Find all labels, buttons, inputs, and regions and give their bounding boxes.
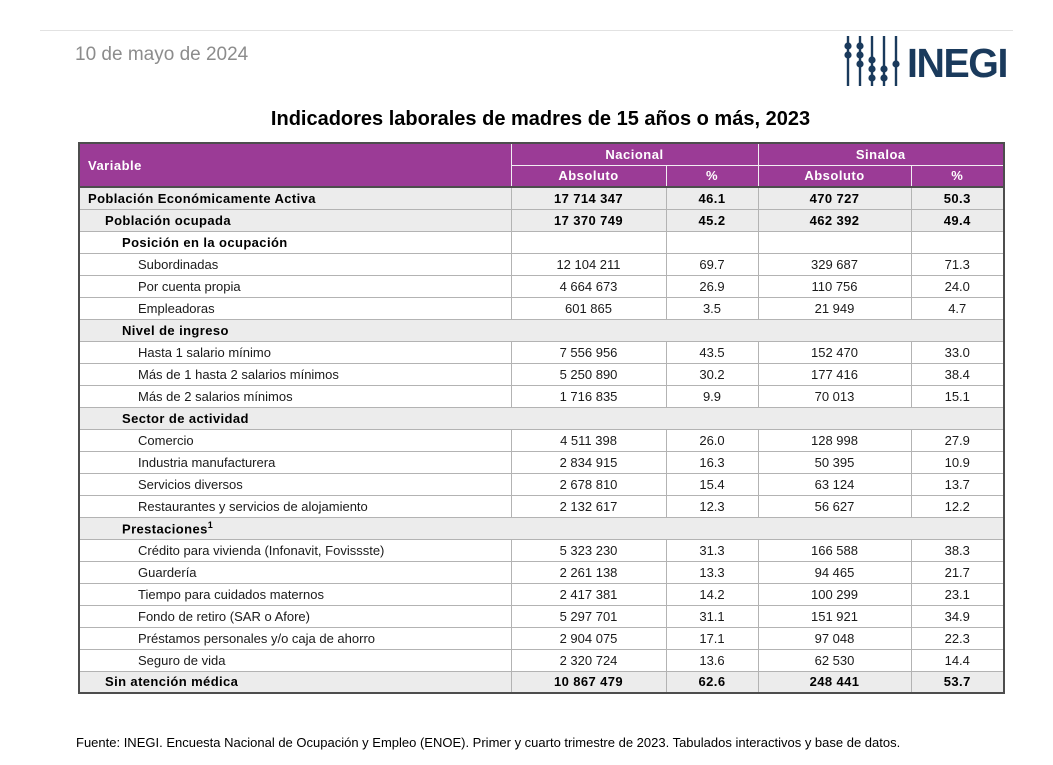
table-row: [79, 385, 1004, 407]
cell-sinaloa-pct: 34.9: [911, 605, 1004, 627]
cell-nacional-absoluto: 1 716 835: [511, 385, 666, 407]
footnote-marker: 1: [207, 519, 214, 530]
cell-sinaloa-absoluto: 100 299: [758, 583, 911, 605]
cell-nacional-pct: 14.2: [666, 583, 758, 605]
cell-nacional-absoluto: 12 104 211: [511, 253, 666, 275]
table-row: [79, 275, 1004, 297]
source-note: Fuente: INEGI. Encuesta Nacional de Ocupación y Empleo (ENOE). Primer y cuarto trimestre de 2023. Tabulados interactivos y base de datos.: [76, 735, 901, 750]
top-divider: [40, 30, 1013, 31]
row-label: Empleadoras: [79, 297, 511, 319]
row-label: Industria manufacturera: [79, 451, 511, 473]
col-header-sinaloa-pct: %: [911, 165, 1004, 187]
col-header-variable: Variable: [79, 143, 511, 187]
cell-sinaloa-pct: 23.1: [911, 583, 1004, 605]
col-header-nacional-absoluto: Absoluto: [511, 165, 666, 187]
table-row: [79, 363, 1004, 385]
cell-sinaloa-absoluto: 50 395: [758, 451, 911, 473]
section-label: Prestaciones$^1$: [79, 517, 1004, 539]
row-label: Más de 2 salarios mínimos: [79, 385, 511, 407]
cell-sinaloa-pct: 14.4: [911, 649, 1004, 671]
cell-nacional-absoluto: 601 865: [511, 297, 666, 319]
cell-sinaloa-absoluto: 329 687: [758, 253, 911, 275]
cell-sinaloa-absoluto: 128 998: [758, 429, 911, 451]
abacus-icon: [842, 36, 900, 91]
row-label: Préstamos personales y/o caja de ahorro: [79, 627, 511, 649]
cell-sinaloa-pct: 15.1: [911, 385, 1004, 407]
row-label: Población ocupada: [79, 209, 511, 231]
table-row: [79, 429, 1004, 451]
cell-sinaloa-pct: 53.7: [911, 671, 1004, 693]
cell-nacional-absoluto: 2 417 381: [511, 583, 666, 605]
row-label: Por cuenta propia: [79, 275, 511, 297]
section-row: [79, 319, 1004, 341]
table-row: [79, 297, 1004, 319]
cell-sinaloa-pct: 49.4: [911, 209, 1004, 231]
document-date: 10 de mayo de 2024: [75, 44, 249, 65]
col-header-nacional-pct: %: [666, 165, 758, 187]
cell-sinaloa-absoluto: 166 588: [758, 539, 911, 561]
cell-nacional-absoluto: 2 834 915: [511, 451, 666, 473]
section-label: Posición en la ocupación: [79, 231, 511, 253]
section-row: [79, 231, 1004, 253]
table-row: [79, 649, 1004, 671]
cell-sinaloa-pct: 24.0: [911, 275, 1004, 297]
cell-sinaloa-pct: 38.4: [911, 363, 1004, 385]
row-label: Hasta 1 salario mínimo: [79, 341, 511, 363]
cell-sinaloa-absoluto: 151 921: [758, 605, 911, 627]
table-row: [79, 627, 1004, 649]
cell-nacional-absoluto: 5 250 890: [511, 363, 666, 385]
cell-nacional-pct: 3.5: [666, 297, 758, 319]
page-title: Indicadores laborales de madres de 15 años o más, 2023: [270, 108, 811, 130]
cell-nacional-pct: 15.4: [666, 473, 758, 495]
cell-nacional-pct: 12.3: [666, 495, 758, 517]
row-label: Crédito para vivienda (Infonavit, Fovissste): [79, 539, 511, 561]
col-group-sinaloa: Sinaloa: [758, 143, 1004, 165]
cell-nacional-absoluto: 4 511 398: [511, 429, 666, 451]
cell-sinaloa-pct: 4.7: [911, 297, 1004, 319]
cell-sinaloa-pct: 10.9: [911, 451, 1004, 473]
cell-sinaloa-absoluto: 63 124: [758, 473, 911, 495]
section-label: Nivel de ingreso: [79, 319, 1004, 341]
table-row: [79, 473, 1004, 495]
table-row: [79, 495, 1004, 517]
row-label: Fondo de retiro (SAR o Afore): [79, 605, 511, 627]
cell-nacional-pct: 16.3: [666, 451, 758, 473]
cell-sinaloa-absoluto: 470 727: [758, 187, 911, 209]
inegi-logo-text: INEGI: [906, 40, 1007, 86]
table-row: [79, 539, 1004, 561]
cell-sinaloa-pct: [911, 231, 1004, 253]
table-row: [79, 671, 1004, 693]
cell-sinaloa-pct: 27.9: [911, 429, 1004, 451]
cell-nacional-absoluto: 17 714 347: [511, 187, 666, 209]
cell-nacional-absoluto: 17 370 749: [511, 209, 666, 231]
cell-sinaloa-absoluto: 94 465: [758, 561, 911, 583]
row-label: Población Económicamente Activa: [79, 187, 511, 209]
cell-sinaloa-absoluto: 56 627: [758, 495, 911, 517]
table-row: [79, 561, 1004, 583]
table-header: [79, 143, 1004, 187]
row-label: Servicios diversos: [79, 473, 511, 495]
row-label: Comercio: [79, 429, 511, 451]
cell-sinaloa-pct: 12.2: [911, 495, 1004, 517]
cell-sinaloa-absoluto: 152 470: [758, 341, 911, 363]
table-row: [79, 583, 1004, 605]
cell-nacional-pct: 43.5: [666, 341, 758, 363]
cell-nacional-pct: [666, 231, 758, 253]
row-label: Sin atención médica: [79, 671, 511, 693]
cell-nacional-absoluto: [511, 231, 666, 253]
cell-nacional-pct: 13.3: [666, 561, 758, 583]
cell-nacional-pct: 26.9: [666, 275, 758, 297]
cell-nacional-absoluto: 4 664 673: [511, 275, 666, 297]
cell-sinaloa-absoluto: 248 441: [758, 671, 911, 693]
cell-nacional-pct: 26.0: [666, 429, 758, 451]
table-row: [79, 187, 1004, 209]
cell-sinaloa-pct: 13.7: [911, 473, 1004, 495]
cell-sinaloa-pct: 21.7: [911, 561, 1004, 583]
cell-nacional-pct: 45.2: [666, 209, 758, 231]
table-body: [79, 187, 1004, 693]
row-label: Más de 1 hasta 2 salarios mínimos: [79, 363, 511, 385]
cell-sinaloa-absoluto: 62 530: [758, 649, 911, 671]
cell-nacional-pct: 31.3: [666, 539, 758, 561]
table-row: [79, 341, 1004, 363]
cell-nacional-pct: 31.1: [666, 605, 758, 627]
cell-nacional-absoluto: 2 320 724: [511, 649, 666, 671]
cell-nacional-absoluto: 2 261 138: [511, 561, 666, 583]
row-label: Restaurantes y servicios de alojamiento: [79, 495, 511, 517]
cell-nacional-absoluto: 5 297 701: [511, 605, 666, 627]
section-label: Sector de actividad: [79, 407, 1004, 429]
cell-nacional-absoluto: 2 132 617: [511, 495, 666, 517]
inegi-logo: [842, 36, 1011, 91]
cell-sinaloa-absoluto: 462 392: [758, 209, 911, 231]
cell-nacional-absoluto: 2 904 075: [511, 627, 666, 649]
cell-sinaloa-absoluto: 70 013: [758, 385, 911, 407]
cell-sinaloa-absoluto: 110 756: [758, 275, 911, 297]
indicators-table-wrap: [78, 142, 1003, 694]
col-group-nacional: Nacional: [511, 143, 758, 165]
cell-nacional-pct: 69.7: [666, 253, 758, 275]
cell-nacional-absoluto: 2 678 810: [511, 473, 666, 495]
table-row: [79, 605, 1004, 627]
table-row: [79, 253, 1004, 275]
cell-nacional-absoluto: 10 867 479: [511, 671, 666, 693]
cell-sinaloa-absoluto: 21 949: [758, 297, 911, 319]
indicators-table: [78, 142, 1005, 694]
cell-nacional-pct: 30.2: [666, 363, 758, 385]
cell-sinaloa-pct: 38.3: [911, 539, 1004, 561]
cell-nacional-pct: 46.1: [666, 187, 758, 209]
cell-nacional-absoluto: 7 556 956: [511, 341, 666, 363]
cell-sinaloa-pct: 71.3: [911, 253, 1004, 275]
table-row: [79, 209, 1004, 231]
cell-nacional-pct: 13.6: [666, 649, 758, 671]
cell-sinaloa-absoluto: [758, 231, 911, 253]
table-row: [79, 451, 1004, 473]
col-header-sinaloa-absoluto: Absoluto: [758, 165, 911, 187]
row-label: Subordinadas: [79, 253, 511, 275]
cell-sinaloa-pct: 33.0: [911, 341, 1004, 363]
row-label: Guardería: [79, 561, 511, 583]
cell-sinaloa-pct: 50.3: [911, 187, 1004, 209]
section-row: [79, 407, 1004, 429]
row-label: Tiempo para cuidados maternos: [79, 583, 511, 605]
header-row-groups: [79, 143, 1004, 165]
cell-nacional-pct: 62.6: [666, 671, 758, 693]
section-row: [79, 517, 1004, 539]
cell-sinaloa-absoluto: 97 048: [758, 627, 911, 649]
cell-nacional-absoluto: 5 323 230: [511, 539, 666, 561]
cell-sinaloa-absoluto: 177 416: [758, 363, 911, 385]
cell-nacional-pct: 17.1: [666, 627, 758, 649]
cell-nacional-pct: 9.9: [666, 385, 758, 407]
cell-sinaloa-pct: 22.3: [911, 627, 1004, 649]
row-label: Seguro de vida: [79, 649, 511, 671]
